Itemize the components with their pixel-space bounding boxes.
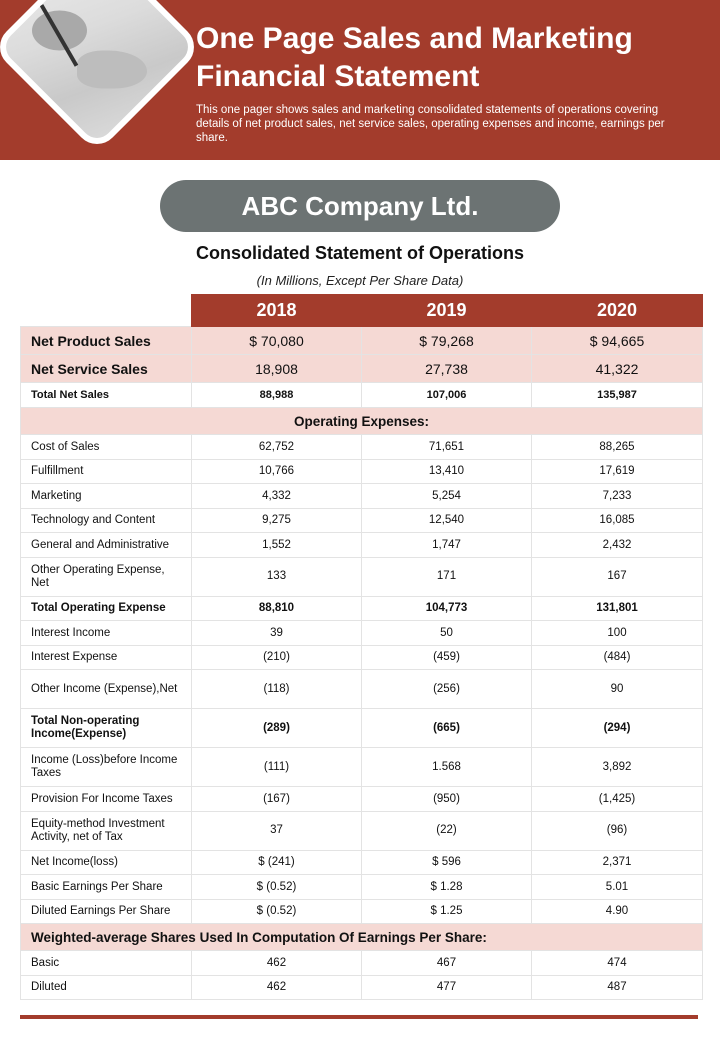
cell-2018: 18,908 <box>192 355 362 383</box>
cell-2018: 462 <box>192 975 362 1000</box>
cell-2019: $ 1.25 <box>362 899 532 924</box>
section-label: Weighted-average Shares Used In Computation Of Earnings Per Share: <box>21 924 703 951</box>
row-label: Cost of Sales <box>21 435 192 460</box>
table-row-basic-eps <box>21 875 703 900</box>
table-row-diluted <box>21 975 703 1000</box>
cell-2019: (459) <box>362 645 532 670</box>
photo-background <box>0 0 203 153</box>
row-label: Basic <box>21 951 192 976</box>
cell-2020: 5.01 <box>532 875 703 900</box>
cell-2019: 467 <box>362 951 532 976</box>
footer-divider <box>20 1015 698 1019</box>
row-label: Fulfillment <box>21 459 192 484</box>
table-row-interest-expense <box>21 645 703 670</box>
title-line-2: Financial Statement <box>196 60 480 93</box>
cell-2020: (484) <box>532 645 703 670</box>
row-label: Basic Earnings Per Share <box>21 875 192 900</box>
cell-2018: 62,752 <box>192 435 362 460</box>
cell-2019: 1.568 <box>362 748 532 787</box>
table-row-total-operating-expense <box>21 596 703 621</box>
table-row-general-admin <box>21 533 703 558</box>
cell-2018: $ 70,080 <box>192 327 362 355</box>
cell-2018: 9,275 <box>192 508 362 533</box>
page-description: This one pager shows sales and marketing consolidated statements of operations covering details of net product sales, net service sales, operating expenses and income, earnings per share. <box>196 104 665 144</box>
row-label: Net Income(loss) <box>21 850 192 875</box>
row-label: Total Operating Expense <box>21 596 192 621</box>
row-label: Interest Expense <box>21 645 192 670</box>
row-label: Marketing <box>21 484 192 509</box>
cell-2019: 27,738 <box>362 355 532 383</box>
cell-2018: 39 <box>192 621 362 646</box>
cell-2020: 474 <box>532 951 703 976</box>
row-label: Other Income (Expense),Net <box>21 670 192 709</box>
cell-2018: (118) <box>192 670 362 709</box>
cell-2020: 487 <box>532 975 703 1000</box>
row-label: Net Product Sales <box>21 327 192 355</box>
cell-2019: 171 <box>362 557 532 596</box>
section-header-operating-expenses <box>21 408 703 435</box>
cell-2020: 90 <box>532 670 703 709</box>
cell-2018: (210) <box>192 645 362 670</box>
cell-2020: (96) <box>532 811 703 850</box>
row-label: Other Operating Expense, Net <box>21 557 192 596</box>
cell-2020: 7,233 <box>532 484 703 509</box>
cell-2020: 2,371 <box>532 850 703 875</box>
header-blank-cell <box>21 295 192 327</box>
cell-2018: $ (0.52) <box>192 875 362 900</box>
cell-2018: $ (0.52) <box>192 899 362 924</box>
row-label: Diluted Earnings Per Share <box>21 899 192 924</box>
cell-2020: 3,892 <box>532 748 703 787</box>
row-label: Income (Loss)before Income Taxes <box>21 748 192 787</box>
table-row-cost-of-sales <box>21 435 703 460</box>
company-name-badge: ABC Company Ltd. <box>160 180 560 232</box>
cell-2018: 37 <box>192 811 362 850</box>
table-row-other-income <box>21 670 703 709</box>
financial-table <box>20 294 703 1000</box>
cell-2020: 2,432 <box>532 533 703 558</box>
cell-2019: 104,773 <box>362 596 532 621</box>
cell-2019: 107,006 <box>362 383 532 408</box>
cell-2019: (950) <box>362 787 532 812</box>
cell-2020: 4.90 <box>532 899 703 924</box>
year-header: 2020 <box>532 295 703 327</box>
header-photo <box>0 0 203 153</box>
cell-2020: 100 <box>532 621 703 646</box>
table-row-marketing <box>21 484 703 509</box>
header-banner <box>0 0 720 160</box>
title-line-1: One Page Sales and Marketing <box>196 22 633 55</box>
year-header: 2019 <box>362 295 532 327</box>
row-label: General and Administrative <box>21 533 192 558</box>
table-row-total-nonoperating <box>21 709 703 748</box>
cell-2018: 462 <box>192 951 362 976</box>
table-row-fulfillment <box>21 459 703 484</box>
cell-2018: (167) <box>192 787 362 812</box>
cell-2018: 133 <box>192 557 362 596</box>
table-row-income-before-taxes <box>21 748 703 787</box>
cell-2019: 71,651 <box>362 435 532 460</box>
cell-2019: 13,410 <box>362 459 532 484</box>
cell-2019: (256) <box>362 670 532 709</box>
cell-2019: 5,254 <box>362 484 532 509</box>
table-row-net-service-sales <box>21 355 703 383</box>
section-header-weighted-shares <box>21 924 703 951</box>
cell-2020: 167 <box>532 557 703 596</box>
table-row-diluted-eps <box>21 899 703 924</box>
row-label: Total Non-operating Income(Expense) <box>21 709 192 748</box>
row-label: Diluted <box>21 975 192 1000</box>
cell-2020: 16,085 <box>532 508 703 533</box>
table-row-interest-income <box>21 621 703 646</box>
cell-2019: $ 596 <box>362 850 532 875</box>
cell-2020: 131,801 <box>532 596 703 621</box>
statement-title: Consolidated Statement of Operations <box>195 243 525 263</box>
table-row-other-operating-expense <box>21 557 703 596</box>
cell-2018: 4,332 <box>192 484 362 509</box>
row-label: Net Service Sales <box>21 355 192 383</box>
year-header-row <box>21 295 703 327</box>
cell-2020: 88,265 <box>532 435 703 460</box>
cell-2020: $ 94,665 <box>532 327 703 355</box>
cell-2018: 10,766 <box>192 459 362 484</box>
table-row-provision-taxes <box>21 787 703 812</box>
cell-2019: (665) <box>362 709 532 748</box>
table-row-equity-method <box>21 811 703 850</box>
row-label: Technology and Content <box>21 508 192 533</box>
row-label: Provision For Income Taxes <box>21 787 192 812</box>
row-label: Equity-method Investment Activity, net of Tax <box>21 811 192 850</box>
cell-2020: 17,619 <box>532 459 703 484</box>
cell-2020: (1,425) <box>532 787 703 812</box>
cell-2018: 88,810 <box>192 596 362 621</box>
row-label: Interest Income <box>21 621 192 646</box>
table-row-net-product-sales <box>21 327 703 355</box>
cell-2019: $ 79,268 <box>362 327 532 355</box>
cell-2019: (22) <box>362 811 532 850</box>
statement-subtitle: (In Millions, Except Per Share Data) <box>256 273 464 288</box>
page-title <box>196 20 696 96</box>
table-row-technology <box>21 508 703 533</box>
cell-2019: $ 1.28 <box>362 875 532 900</box>
cell-2019: 1,747 <box>362 533 532 558</box>
row-label: Total Net Sales <box>21 383 192 408</box>
cell-2020: (294) <box>532 709 703 748</box>
table-row-total-net-sales <box>21 383 703 408</box>
photo-hand-left <box>32 10 87 50</box>
cell-2018: 1,552 <box>192 533 362 558</box>
cell-2019: 12,540 <box>362 508 532 533</box>
photo-hand-right <box>77 50 147 88</box>
cell-2020: 41,322 <box>532 355 703 383</box>
cell-2018: $ (241) <box>192 850 362 875</box>
table-row-basic <box>21 951 703 976</box>
table-row-net-income <box>21 850 703 875</box>
cell-2018: (111) <box>192 748 362 787</box>
cell-2020: 135,987 <box>532 383 703 408</box>
year-header: 2018 <box>192 295 362 327</box>
cell-2019: 477 <box>362 975 532 1000</box>
cell-2018: 88,988 <box>192 383 362 408</box>
cell-2019: 50 <box>362 621 532 646</box>
cell-2018: (289) <box>192 709 362 748</box>
section-label: Operating Expenses: <box>21 408 703 435</box>
